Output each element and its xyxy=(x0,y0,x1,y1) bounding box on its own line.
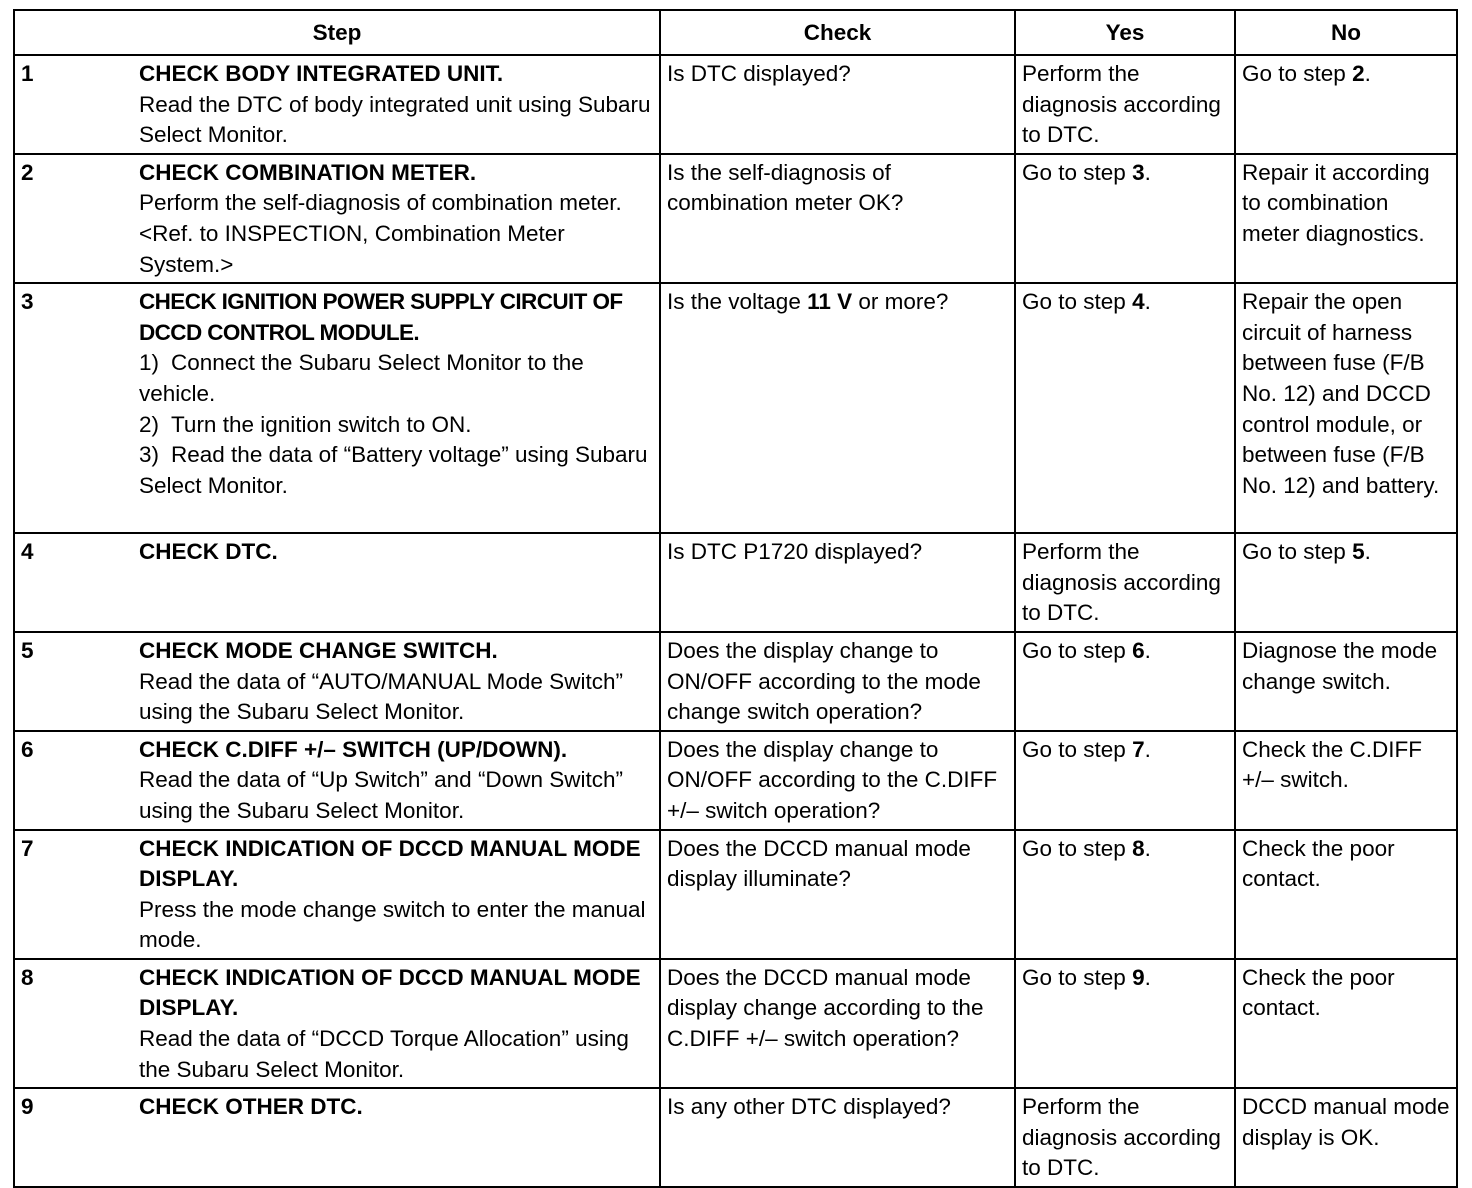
step-cell xyxy=(14,632,660,731)
check-cell: Does the display change to ON/OFF according to the mode change switch operation? xyxy=(660,632,1015,731)
no-cell: Repair the open circuit of harness between fuse (F/B No. 12) and DCCD control module, or between fuse (F/B No. 12) and battery. xyxy=(1235,283,1457,533)
header-step: Step xyxy=(14,10,660,55)
yes-cell xyxy=(1015,830,1235,959)
step-number: 7 xyxy=(21,835,34,861)
table-row xyxy=(14,1088,1457,1187)
step-cell xyxy=(14,154,660,283)
step-cell xyxy=(14,1088,660,1187)
check-cell: Is the self-diagnosis of combination meter OK? xyxy=(660,154,1015,283)
check-cell xyxy=(660,283,1015,533)
no-cell: Repair it according to combination meter diagnostics. xyxy=(1235,154,1457,283)
table-row xyxy=(14,533,1457,632)
yes-cell xyxy=(1015,731,1235,830)
yes-text: Go to step xyxy=(1022,637,1133,663)
table-row xyxy=(14,632,1457,731)
step-number: 9 xyxy=(21,1094,34,1120)
yes-step-ref: 6 xyxy=(1132,637,1145,663)
yes-cell xyxy=(1015,632,1235,731)
substep-number: 2) xyxy=(139,411,160,437)
step-number: 5 xyxy=(21,637,34,663)
table-row xyxy=(14,731,1457,830)
substep-text: Connect the Subaru Select Monitor to the vehicle. xyxy=(139,350,584,406)
step-number: 3 xyxy=(21,289,34,315)
table-row xyxy=(14,283,1457,533)
no-cell: DCCD manual mode display is OK. xyxy=(1235,1088,1457,1187)
header-yes: Yes xyxy=(1015,10,1235,55)
yes-text-end: . xyxy=(1144,835,1151,861)
yes-text: Go to step xyxy=(1022,159,1133,185)
step-cell xyxy=(14,55,660,154)
substep-text: Read the data of “Battery voltage” using Subaru Select Monitor. xyxy=(139,442,648,498)
check-cell: Does the DCCD manual mode display illuminate? xyxy=(660,830,1015,959)
substep xyxy=(139,440,655,501)
header-row xyxy=(14,10,1457,55)
yes-step-ref: 8 xyxy=(1132,835,1145,861)
step-title: CHECK OTHER DTC. xyxy=(139,1094,363,1120)
step-cell xyxy=(14,830,660,959)
yes-step-ref: 4 xyxy=(1132,289,1145,315)
step-title: CHECK MODE CHANGE SWITCH. xyxy=(139,637,498,663)
step-title: CHECK INDICATION OF DCCD MANUAL MODE DISPLAY. xyxy=(139,964,641,1021)
step-number: 8 xyxy=(21,964,34,990)
step-title: CHECK BODY INTEGRATED UNIT. xyxy=(139,61,504,86)
yes-cell: Perform the diagnosis according to DTC. xyxy=(1015,55,1235,154)
no-cell: Check the poor contact. xyxy=(1235,830,1457,959)
yes-text: Go to step xyxy=(1022,289,1133,315)
step-title: CHECK IGNITION POWER SUPPLY CIRCUIT OF DCCD CONTROL MODULE. xyxy=(139,289,623,345)
step-cell xyxy=(14,959,660,1088)
no-cell xyxy=(1235,533,1457,632)
check-text-end: or more? xyxy=(852,289,949,315)
yes-step-ref: 9 xyxy=(1132,964,1145,990)
step-description: Press the mode change switch to enter the manual mode. xyxy=(139,896,646,953)
diagnostic-table xyxy=(13,9,1458,1188)
no-cell xyxy=(1235,55,1457,154)
table-row xyxy=(14,55,1457,154)
step-cell xyxy=(14,283,660,533)
no-step-ref: 2 xyxy=(1352,61,1365,86)
step-number: 1 xyxy=(21,61,34,86)
no-step-ref: 5 xyxy=(1352,539,1365,565)
step-description: Perform the self-diagnosis of combination meter. <Ref. to INSPECTION, Combination Meter System.> xyxy=(139,190,622,277)
step-title: CHECK DTC. xyxy=(139,539,278,565)
no-text-end: . xyxy=(1364,61,1371,86)
check-cell: Is DTC P1720 displayed? xyxy=(660,533,1015,632)
yes-text-end: . xyxy=(1144,289,1151,315)
check-cell: Does the display change to ON/OFF according to the C.DIFF +/– switch operation? xyxy=(660,731,1015,830)
yes-cell xyxy=(1015,283,1235,533)
yes-step-ref: 7 xyxy=(1132,736,1145,762)
yes-text: Go to step xyxy=(1022,835,1133,861)
step-description: Read the data of “AUTO/MANUAL Mode Switch” using the Subaru Select Monitor. xyxy=(139,668,623,725)
yes-text-end: . xyxy=(1144,736,1151,762)
step-number: 4 xyxy=(21,539,34,565)
yes-text-end: . xyxy=(1144,637,1151,663)
yes-text-end: . xyxy=(1144,964,1151,990)
substep xyxy=(139,410,655,441)
yes-cell: Perform the diagnosis according to DTC. xyxy=(1015,1088,1235,1187)
step-description: Read the DTC of body integrated unit using Subaru Select Monitor. xyxy=(139,91,651,148)
yes-text: Go to step xyxy=(1022,736,1133,762)
yes-text: Go to step xyxy=(1022,964,1133,990)
no-cell: Diagnose the mode change switch. xyxy=(1235,632,1457,731)
step-title: CHECK C.DIFF +/– SWITCH (UP/DOWN). xyxy=(139,736,568,762)
no-text: Go to step xyxy=(1242,61,1353,86)
substep-number: 1) xyxy=(139,350,160,376)
check-cell: Is DTC displayed? xyxy=(660,55,1015,154)
yes-step-ref: 3 xyxy=(1132,159,1145,185)
step-description: Read the data of “DCCD Torque Allocation” using the Subaru Select Monitor. xyxy=(139,1026,629,1082)
table-row xyxy=(14,154,1457,283)
step-title: CHECK COMBINATION METER. xyxy=(139,159,477,185)
no-text-end: . xyxy=(1364,539,1371,565)
step-cell xyxy=(14,533,660,632)
table-row xyxy=(14,830,1457,959)
no-cell: Check the poor contact. xyxy=(1235,959,1457,1088)
step-title: CHECK INDICATION OF DCCD MANUAL MODE DISPLAY. xyxy=(139,835,641,892)
no-cell: Check the C.DIFF +/– switch. xyxy=(1235,731,1457,830)
header-check: Check xyxy=(660,10,1015,55)
check-value: 11 V xyxy=(807,289,853,315)
substep-number: 3) xyxy=(139,442,160,468)
check-text: Is the voltage xyxy=(667,289,808,315)
header-no: No xyxy=(1235,10,1457,55)
yes-cell xyxy=(1015,154,1235,283)
step-description: Read the data of “Up Switch” and “Down Switch” using the Subaru Select Monitor. xyxy=(139,767,623,823)
step-number: 2 xyxy=(21,159,34,185)
step-number: 6 xyxy=(21,736,34,762)
check-cell: Is any other DTC displayed? xyxy=(660,1088,1015,1187)
yes-text-end: . xyxy=(1144,159,1151,185)
yes-cell xyxy=(1015,959,1235,1088)
yes-cell: Perform the diagnosis according to DTC. xyxy=(1015,533,1235,632)
substep-text: Turn the ignition switch to ON. xyxy=(171,411,472,437)
step-cell xyxy=(14,731,660,830)
table-row xyxy=(14,959,1457,1088)
check-cell: Does the DCCD manual mode display change according to the C.DIFF +/– switch operation? xyxy=(660,959,1015,1088)
no-text: Go to step xyxy=(1242,539,1353,565)
substep xyxy=(139,348,655,409)
